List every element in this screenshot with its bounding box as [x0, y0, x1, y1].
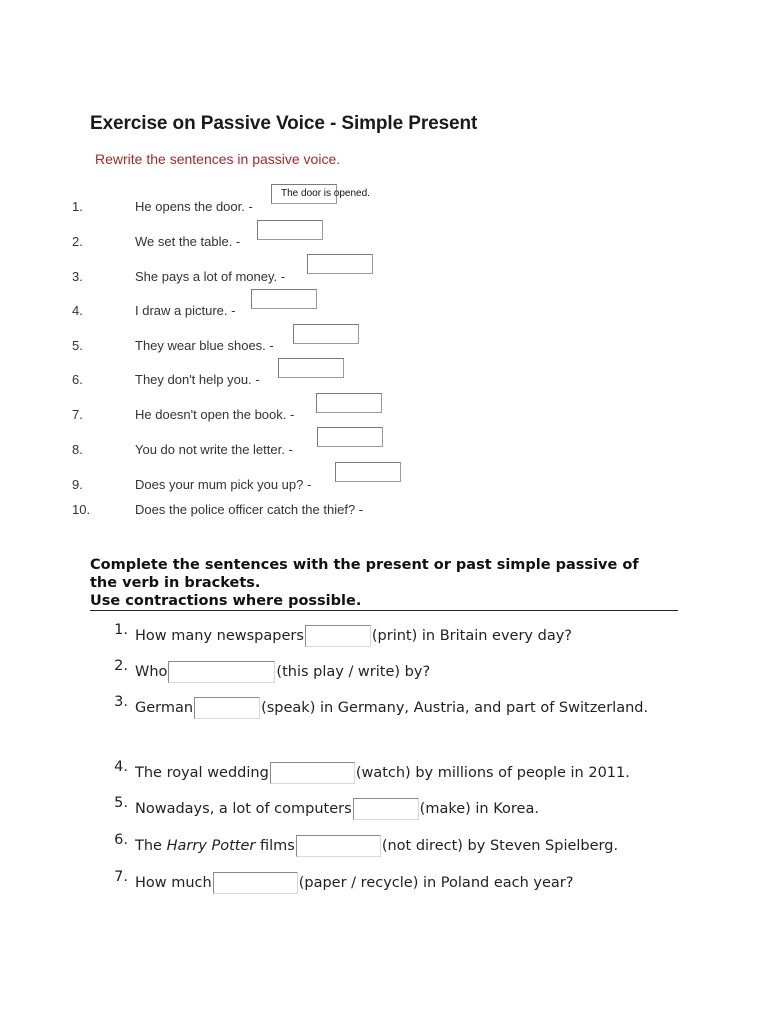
item-sentence: Does your mum pick you up? -	[135, 477, 312, 492]
list-item	[0, 832, 768, 856]
answer-input[interactable]	[168, 661, 275, 683]
item-text-before: How many newspapers	[135, 628, 304, 644]
item-text-before: Nowadays, a lot of computers	[135, 801, 352, 817]
item-sentence: You do not write the letter. -	[135, 442, 293, 457]
item-text-italic: Harry Potter	[166, 838, 256, 854]
answer-input[interactable]	[305, 625, 371, 647]
item-sentence: Does the police officer catch the thief? -	[135, 502, 364, 517]
item-sentence: We set the table. -	[135, 234, 241, 249]
list-item	[0, 658, 768, 682]
answer-input[interactable]	[270, 762, 355, 784]
item-text-before-tail: films	[255, 838, 295, 854]
item-text-after: (speak) in Germany, Austria, and part of Switzerland.	[261, 700, 649, 716]
item-number: 8.	[72, 442, 83, 457]
list-item	[0, 269, 768, 299]
list-item	[0, 234, 768, 264]
list-item	[0, 795, 768, 819]
item-text-before: German	[135, 700, 194, 716]
answer-input[interactable]	[353, 798, 419, 820]
heading-line: Complete the sentences with the present or past simple passive of	[90, 557, 639, 573]
list-item	[0, 502, 768, 532]
item-text-after: (not direct) by Steven Spielberg.	[381, 838, 619, 854]
item-sentence: They don't help you. -	[135, 372, 260, 387]
item-number: 3.	[114, 694, 128, 710]
item-sentence: He doesn't open the book. -	[135, 407, 295, 422]
answer-input[interactable]	[257, 220, 323, 240]
list-item	[0, 622, 768, 646]
list-item	[0, 869, 768, 893]
item-number: 9.	[72, 477, 83, 492]
item-number: 4.	[114, 759, 128, 775]
item-text-before: The royal wedding	[135, 765, 269, 781]
answer-input[interactable]	[296, 835, 381, 857]
item-number: 3.	[72, 269, 83, 284]
answer-input[interactable]	[251, 289, 317, 309]
item-number: 1.	[72, 199, 83, 214]
item-text-after: (paper / recycle) in Poland each year?	[298, 875, 574, 891]
item-number: 5.	[114, 795, 128, 811]
item-number: 10.	[72, 502, 91, 517]
item-text-before: Who	[135, 664, 168, 680]
item-number: 5.	[72, 338, 83, 353]
item-number: 6.	[114, 832, 128, 848]
list-item	[0, 199, 768, 229]
answer-input[interactable]	[335, 462, 401, 482]
item-text-before: The	[135, 838, 167, 854]
heading-line: the verb in brackets.	[90, 575, 261, 591]
list-item	[0, 694, 768, 718]
item-number: 2.	[72, 234, 83, 249]
item-text-before: How much	[135, 875, 212, 891]
item-number: 7.	[114, 869, 128, 885]
item-number: 4.	[72, 303, 83, 318]
item-sentence: She pays a lot of money. -	[135, 269, 286, 284]
item-number: 7.	[72, 407, 83, 422]
item-number: 2.	[114, 658, 128, 674]
item-number: 6.	[72, 372, 83, 387]
page-title: Exercise on Passive Voice - Simple Present	[90, 113, 478, 134]
list-item	[0, 372, 768, 402]
answer-input[interactable]	[213, 872, 298, 894]
answer-input[interactable]	[278, 358, 344, 378]
exercise2-heading	[90, 556, 680, 610]
item-number: 1.	[114, 622, 128, 638]
list-item	[0, 338, 768, 368]
list-item	[0, 303, 768, 333]
item-sentence: I draw a picture. -	[135, 303, 236, 318]
answer-input[interactable]: The door is opened.	[271, 184, 337, 204]
answer-input[interactable]	[293, 324, 359, 344]
list-item	[0, 407, 768, 437]
item-sentence: They wear blue shoes. -	[135, 338, 274, 353]
heading-underline	[90, 610, 678, 611]
item-text-after: (make) in Korea.	[419, 801, 539, 817]
answer-input[interactable]	[317, 427, 383, 447]
instruction-text: Rewrite the sentences in passive voice.	[95, 151, 341, 167]
list-item	[0, 759, 768, 783]
answer-input[interactable]	[194, 697, 260, 719]
item-text-after: (print) in Britain every day?	[371, 628, 572, 644]
item-text-after: (watch) by millions of people in 2011.	[355, 765, 630, 781]
heading-line: Use contractions where possible.	[90, 593, 362, 609]
item-sentence: He opens the door. -	[135, 199, 253, 214]
answer-input[interactable]	[307, 254, 373, 274]
item-text-after: (this play / write) by?	[276, 664, 431, 680]
answer-input[interactable]	[316, 393, 382, 413]
